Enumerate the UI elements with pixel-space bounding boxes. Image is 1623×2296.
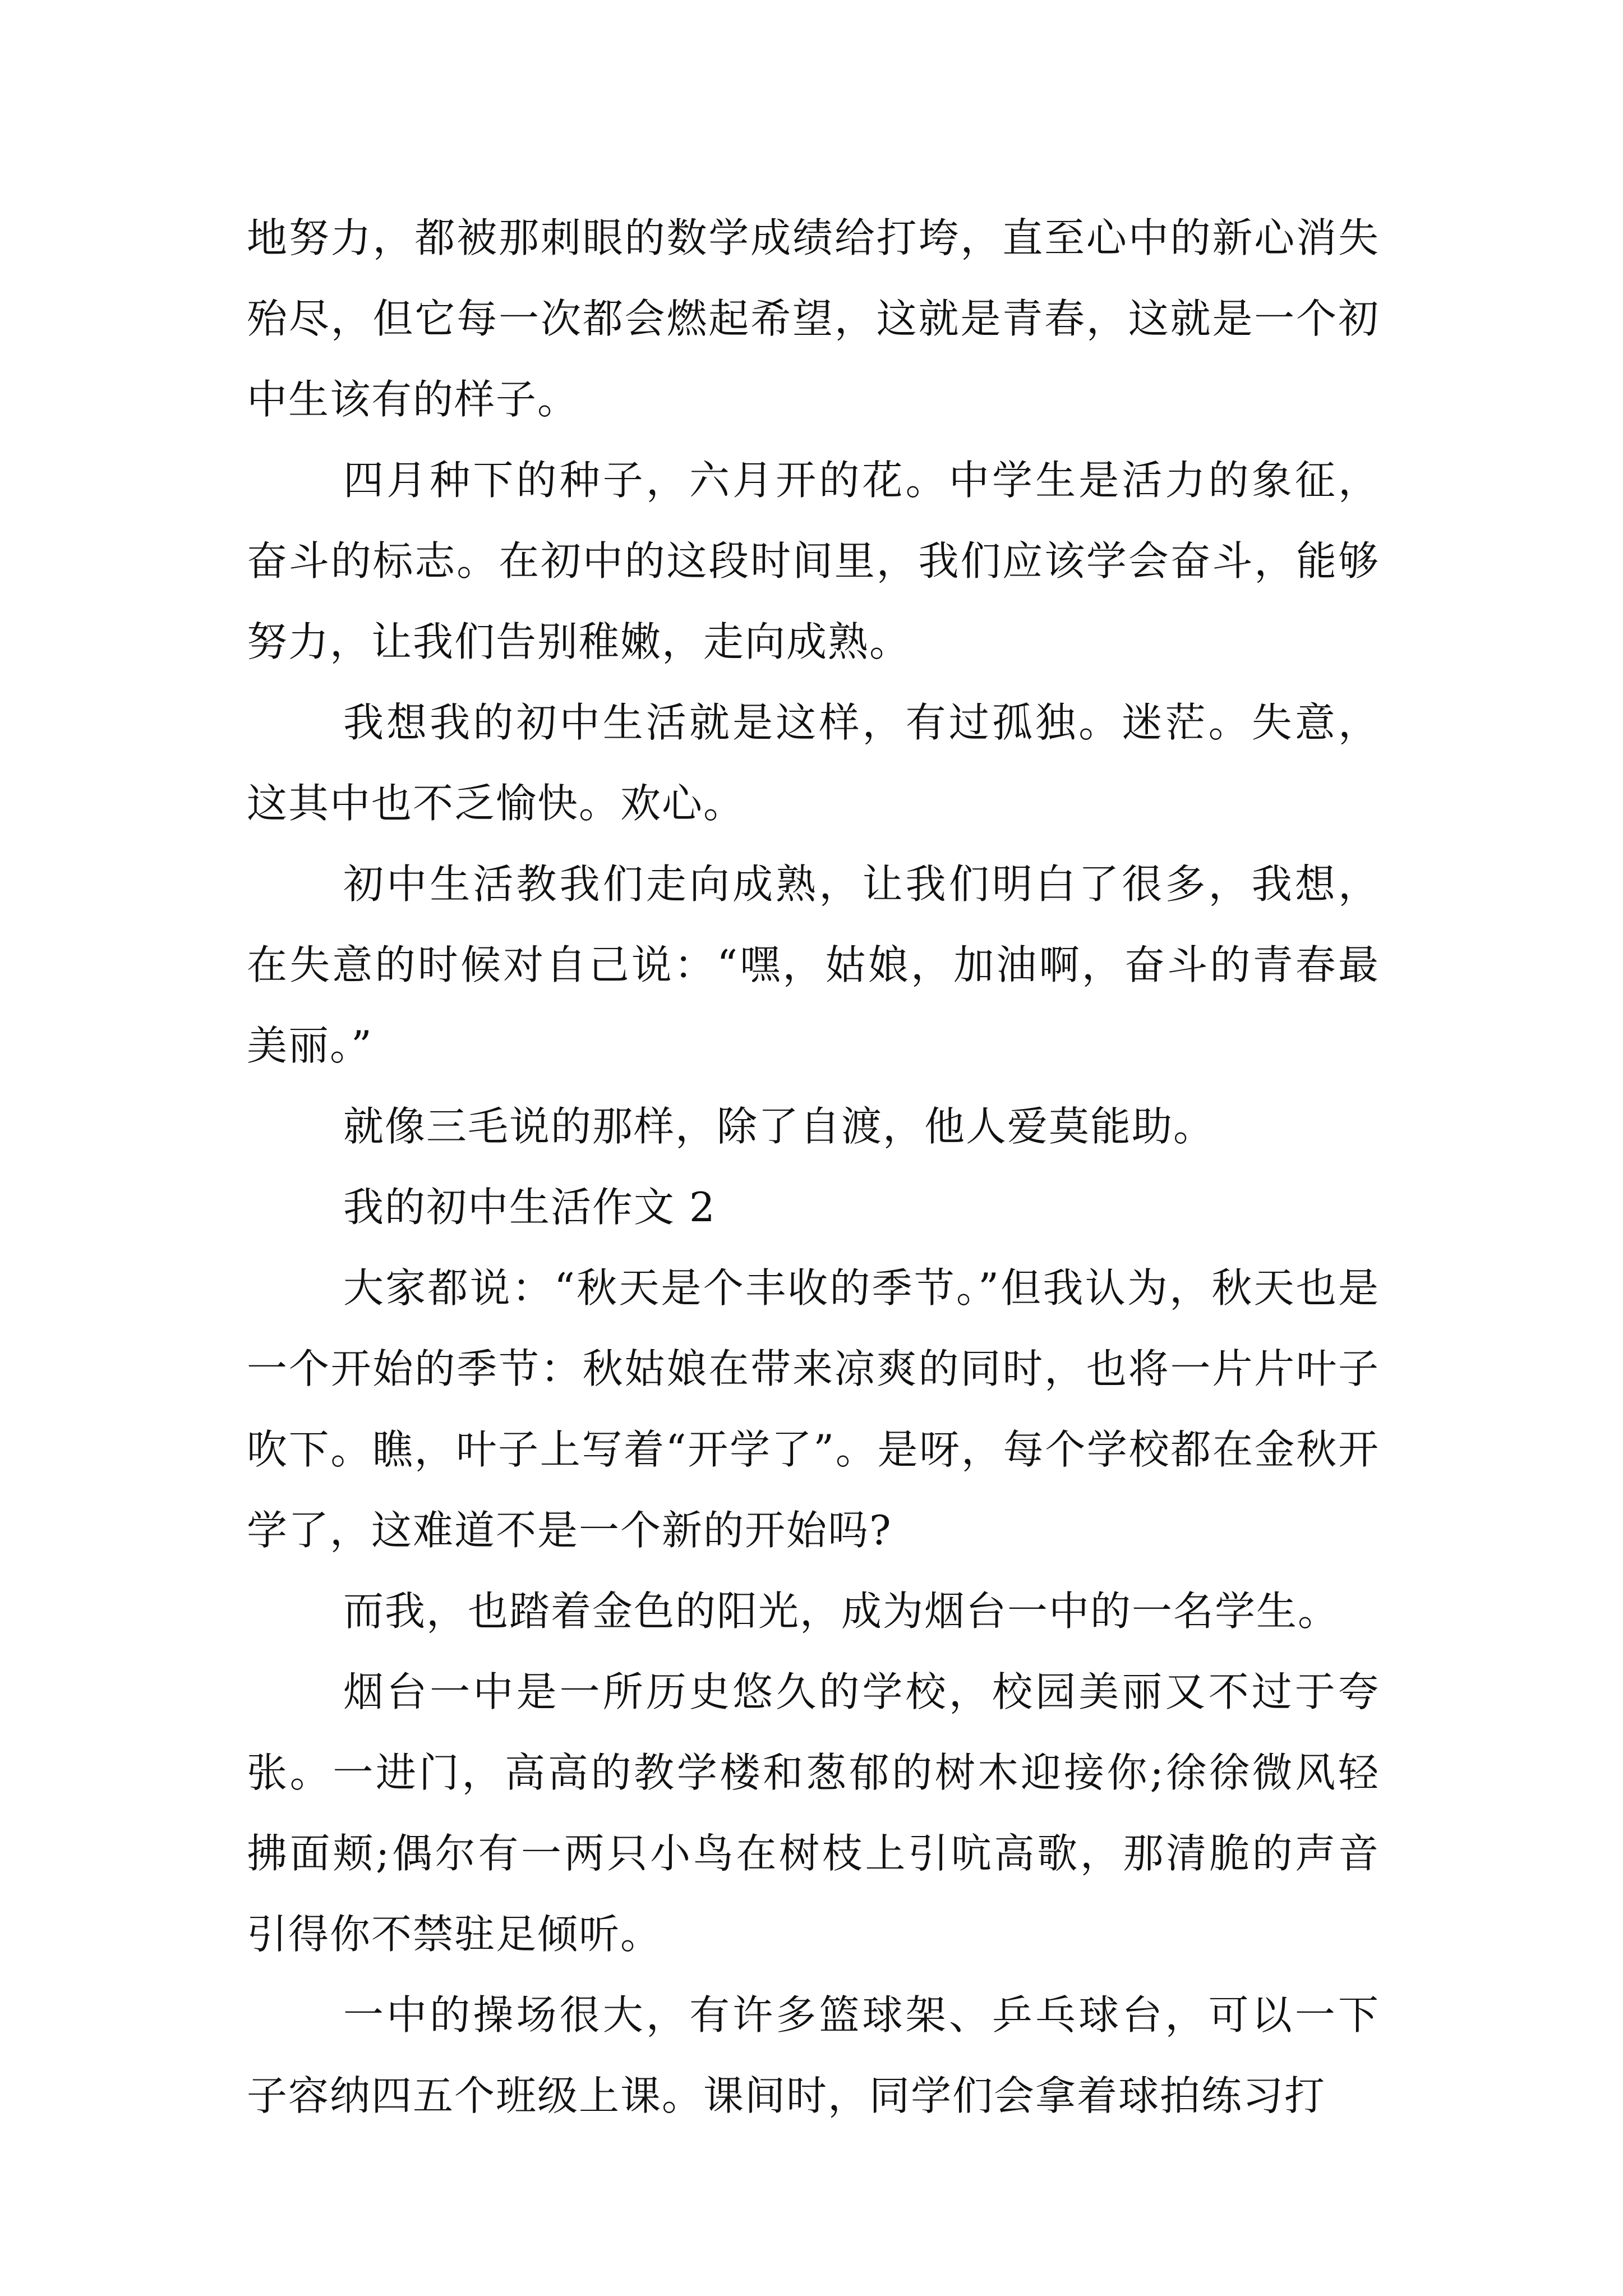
paragraph: 大家都说：“秋天是个丰收的季节。”但我认为，秋天也是一个开始的季节：秋姑娘在带来凉爽的同时，也将一片片叶子吹下。瞧，叶子上写着“开学了”。是呀，每个学校都在金秋开学了，这难道不是一个新的开始吗? [247,1264,1380,1554]
paragraph: 一中的操场很大，有许多篮球架、乒乓球台，可以一下子容纳四五个班级上课。课间时，同学们会拿着球拍练习打 [247,1991,1380,2119]
paragraph: 我想我的初中生活就是这样，有过孤独。迷茫。失意，这其中也不乏愉快。欢心。 [247,699,1380,827]
document-body [247,197,1380,2136]
paragraph: 烟台一中是一所历史悠久的学校，校园美丽又不过于夸张。一进门，高高的教学楼和葱郁的树木迎接你;徐徐微风轻拂面颊;偶尔有一两只小鸟在树枝上引吭高歌，那清脆的声音引得你不禁驻足倾听。 [247,1668,1380,1958]
paragraph-continued: 地努力，都被那刺眼的数学成绩给打垮，直至心中的新心消失殆尽，但它每一次都会燃起希望，这就是青春，这就是一个初中生该有的样子。 [247,214,1380,423]
paragraph: 而我，也踏着金色的阳光，成为烟台一中的一名学生。 [343,1588,1340,1635]
paragraph: 四月种下的种子，六月开的花。中学生是活力的象征，奋斗的标志。在初中的这段时间里，我们应该学会奋斗，能够努力，让我们告别稚嫩，走向成熟。 [247,457,1380,665]
section-title: 我的初中生活作文 2 [343,1184,716,1231]
paragraph: 初中生活教我们走向成熟，让我们明白了很多，我想，在失意的时候对自己说：“嘿，姑娘，加油啊，奋斗的青春最美丽。” [247,861,1380,1069]
paragraph: 就像三毛说的那样，除了自渡，他人爱莫能助。 [343,1103,1215,1150]
